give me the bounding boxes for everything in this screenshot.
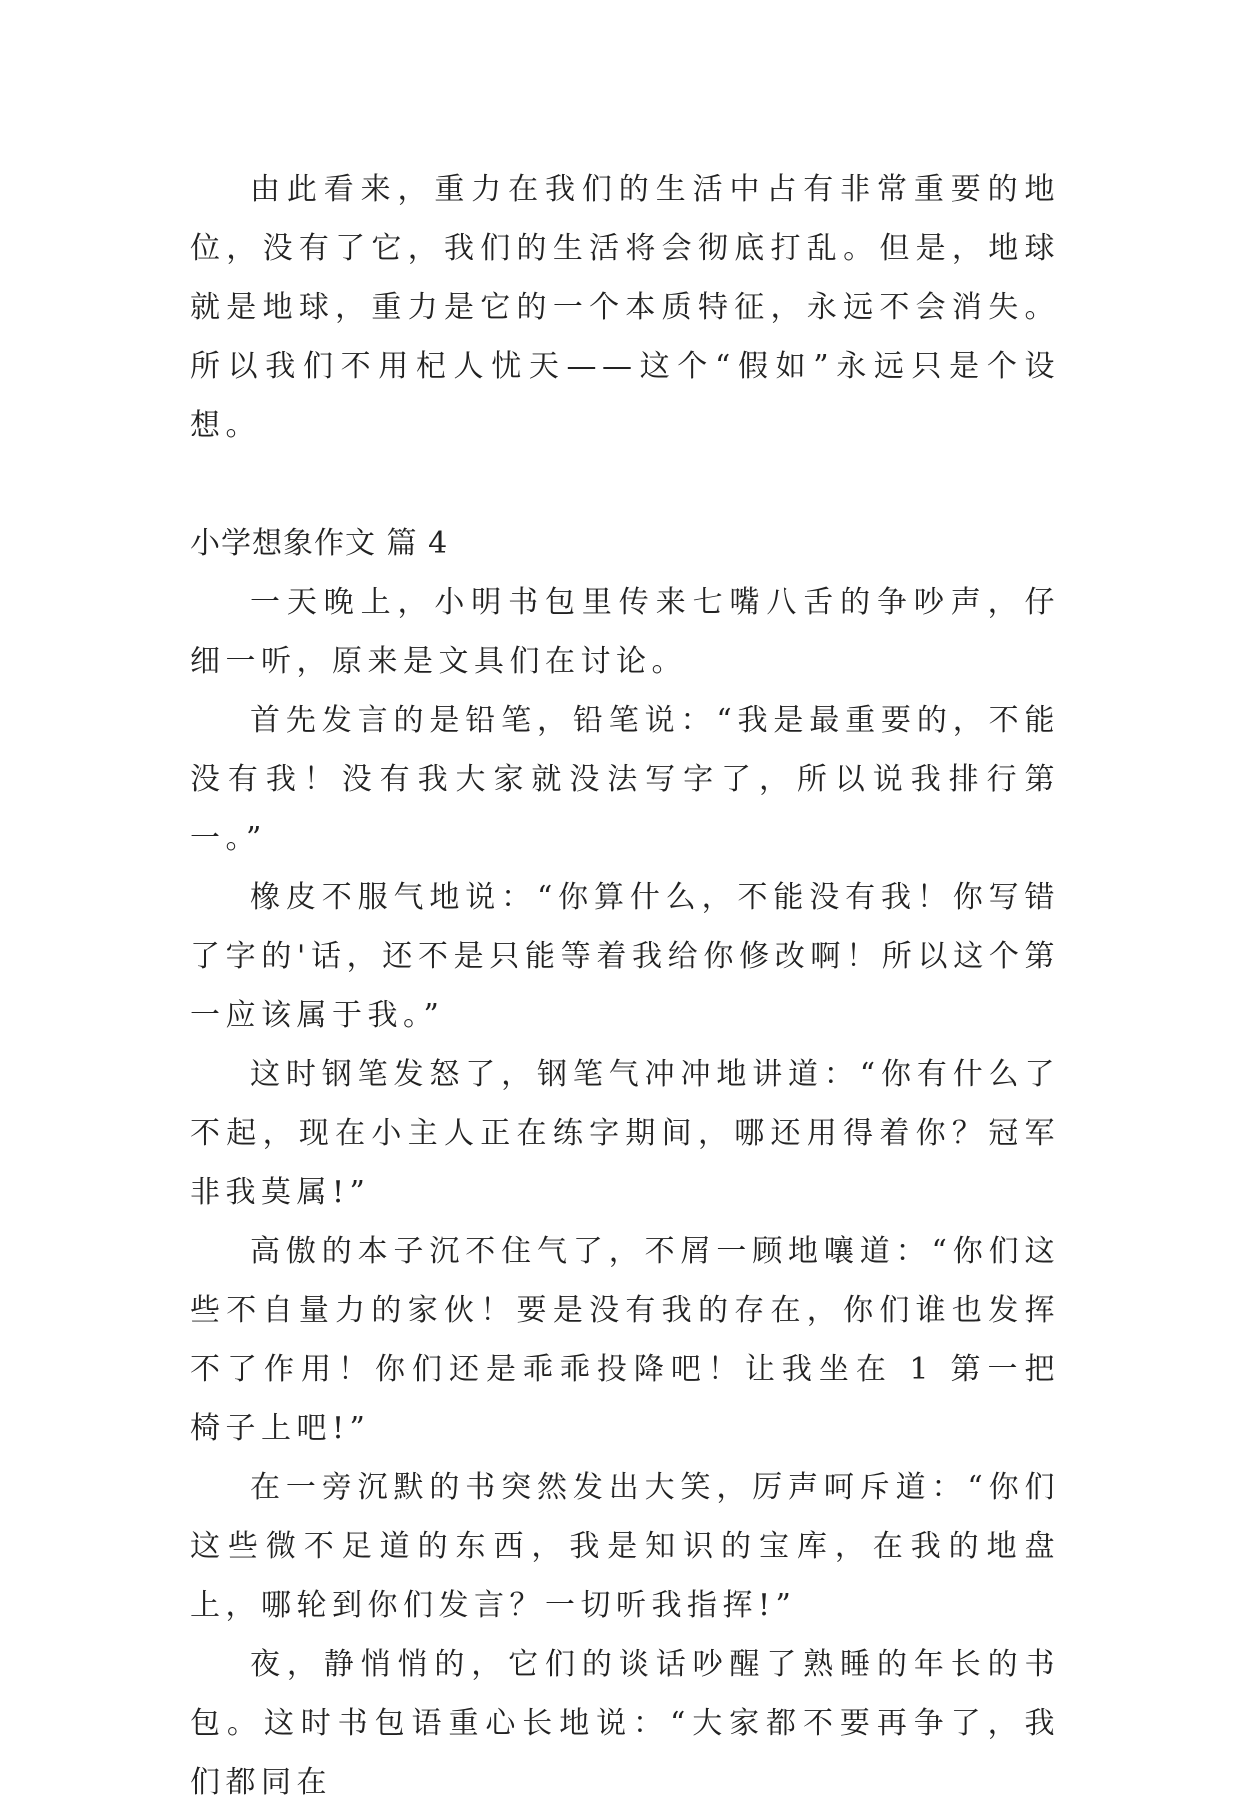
paragraph: 高傲的本子沉不住气了，不屑一顾地嚷道：“你们这些不自量力的家伙！要是没有我的存在，你们谁也发挥不了作用！你们还是乖乖投降吧！让我坐在 1 第一把椅子上吧!” xyxy=(190,1234,1060,1446)
document-body xyxy=(190,160,1060,1812)
intro-paragraph: 由此看来，重力在我们的生活中占有非常重要的地位，没有了它，我们的生活将会彻底打乱。但是，地球就是地球，重力是它的一个本质特征，永远不会消失。所以我们不用杞人忧天——这个“假如”永远只是个设想。 xyxy=(190,172,1060,443)
paragraph: 首先发言的是铅笔，铅笔说：“我是最重要的，不能没有我！没有我大家就没法写字了，所以说我排行第一。” xyxy=(190,703,1060,856)
paragraph: 在一旁沉默的书突然发出大笑，厉声呵斥道：“你们这些微不足道的东西，我是知识的宝库，在我的地盘上，哪轮到你们发言？一切听我指挥!” xyxy=(190,1470,1060,1623)
section-heading: 小学想象作文 篇 4 xyxy=(190,526,449,561)
paragraph: 橡皮不服气地说：“你算什么，不能没有我！你写错了字的'话，还不是只能等着我给你修改啊！所以这个第一应该属于我。” xyxy=(190,880,1060,1033)
paragraph: 一天晚上，小明书包里传来七嘴八舌的争吵声，仔细一听，原来是文具们在讨论。 xyxy=(190,585,1060,679)
paragraph: 夜，静悄悄的，它们的谈话吵醒了熟睡的年长的书包。这时书包语重心长地说：“大家都不要再争了，我们都同在 xyxy=(190,1647,1060,1800)
paragraph: 这时钢笔发怒了，钢笔气冲冲地讲道：“你有什么了不起，现在小主人正在练字期间，哪还用得着你？冠军非我莫属!” xyxy=(190,1057,1060,1210)
